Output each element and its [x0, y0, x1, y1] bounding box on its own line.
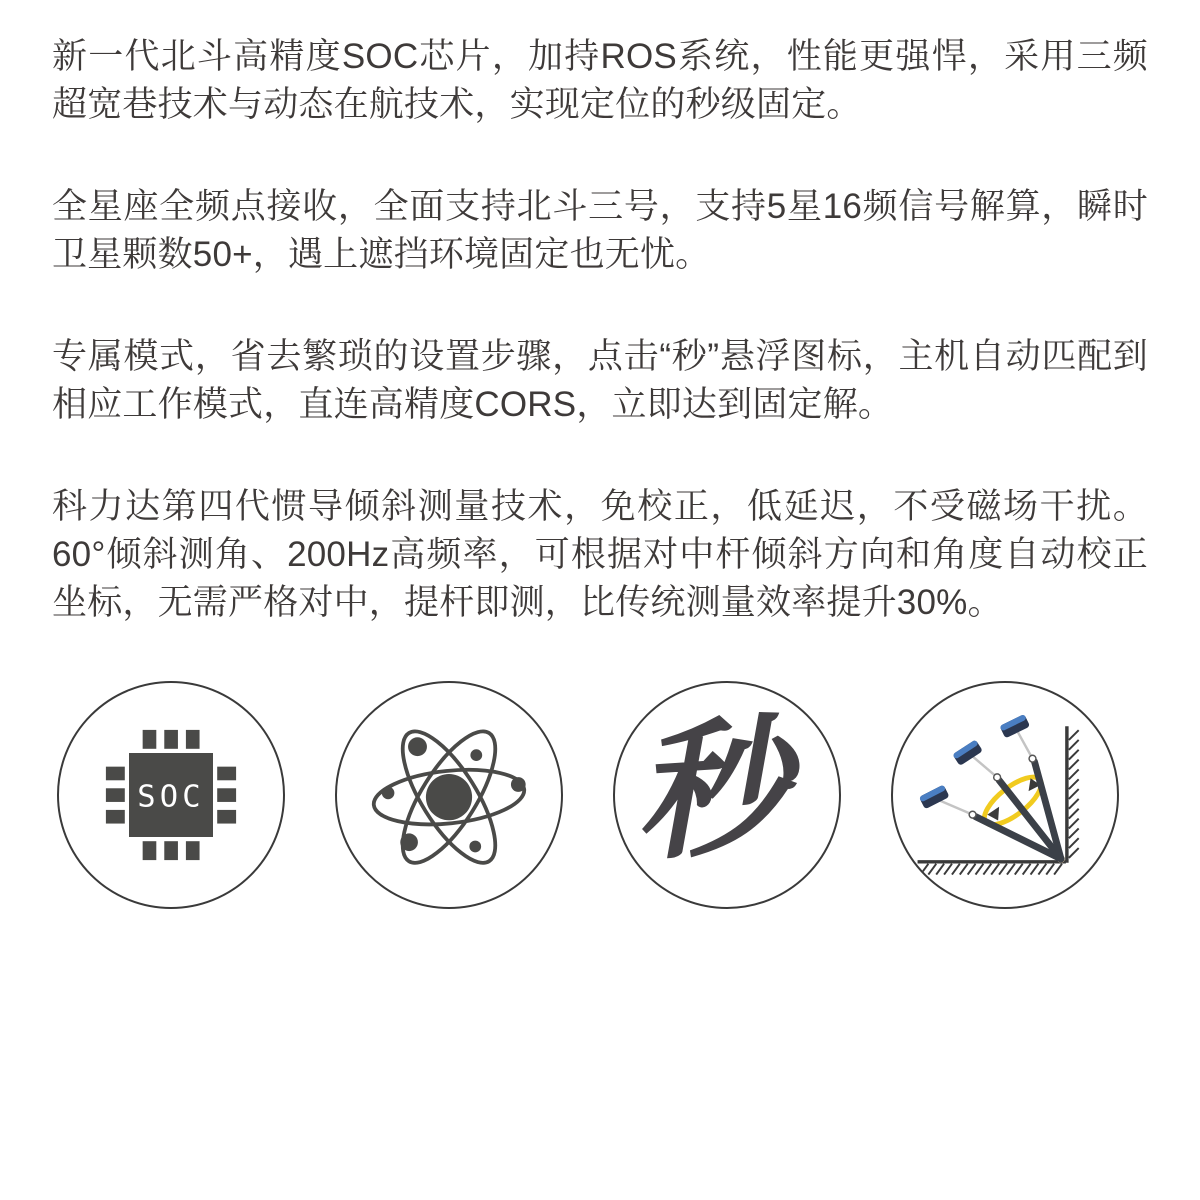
soc-chip-label: SOC: [137, 779, 205, 815]
atom-icon: [344, 690, 554, 900]
receiver-head-left: [919, 785, 950, 810]
receiver-head-right: [999, 714, 1030, 738]
second-glyph-icon: 秒: [632, 700, 816, 879]
tilt-survey-icon: [893, 681, 1117, 909]
paragraph-full-constellation: 全星座全频点接收，全面支持北斗三号，支持5星16频信号解算，瞬时卫星颗数50+，遇上遮挡环境固定也无忧。: [52, 187, 1148, 274]
feature-icons-row: [0, 681, 1200, 909]
feature-circle-atom: [335, 681, 563, 909]
feature-circle-second: [613, 681, 841, 909]
feature-circle-soc-chip: [57, 681, 285, 909]
paragraph-exclusive-mode: 专属模式，省去繁琐的设置步骤，点击“秒”悬浮图标，主机自动匹配到相应工作模式，直连高精度CORS，立即达到固定解。: [52, 337, 1148, 424]
paragraph-soc-chip: 新一代北斗高精度SOC芯片，加持ROS系统，性能更强悍，采用三频超宽巷技术与动态在航技术，实现定位的秒级固定。: [52, 37, 1148, 124]
soc-chip-icon: [66, 690, 276, 900]
feature-circle-tilt: [891, 681, 1119, 909]
paragraph-imu-tilt: 科力达第四代惯导倾斜测量技术，免校正，低延迟，不受磁场干扰。60°倾斜测角、200Hz高频率，可根据对中杆倾斜方向和角度自动校正坐标，无需严格对中，提杆即测，比传统测量效率提升30%。: [52, 487, 1148, 622]
